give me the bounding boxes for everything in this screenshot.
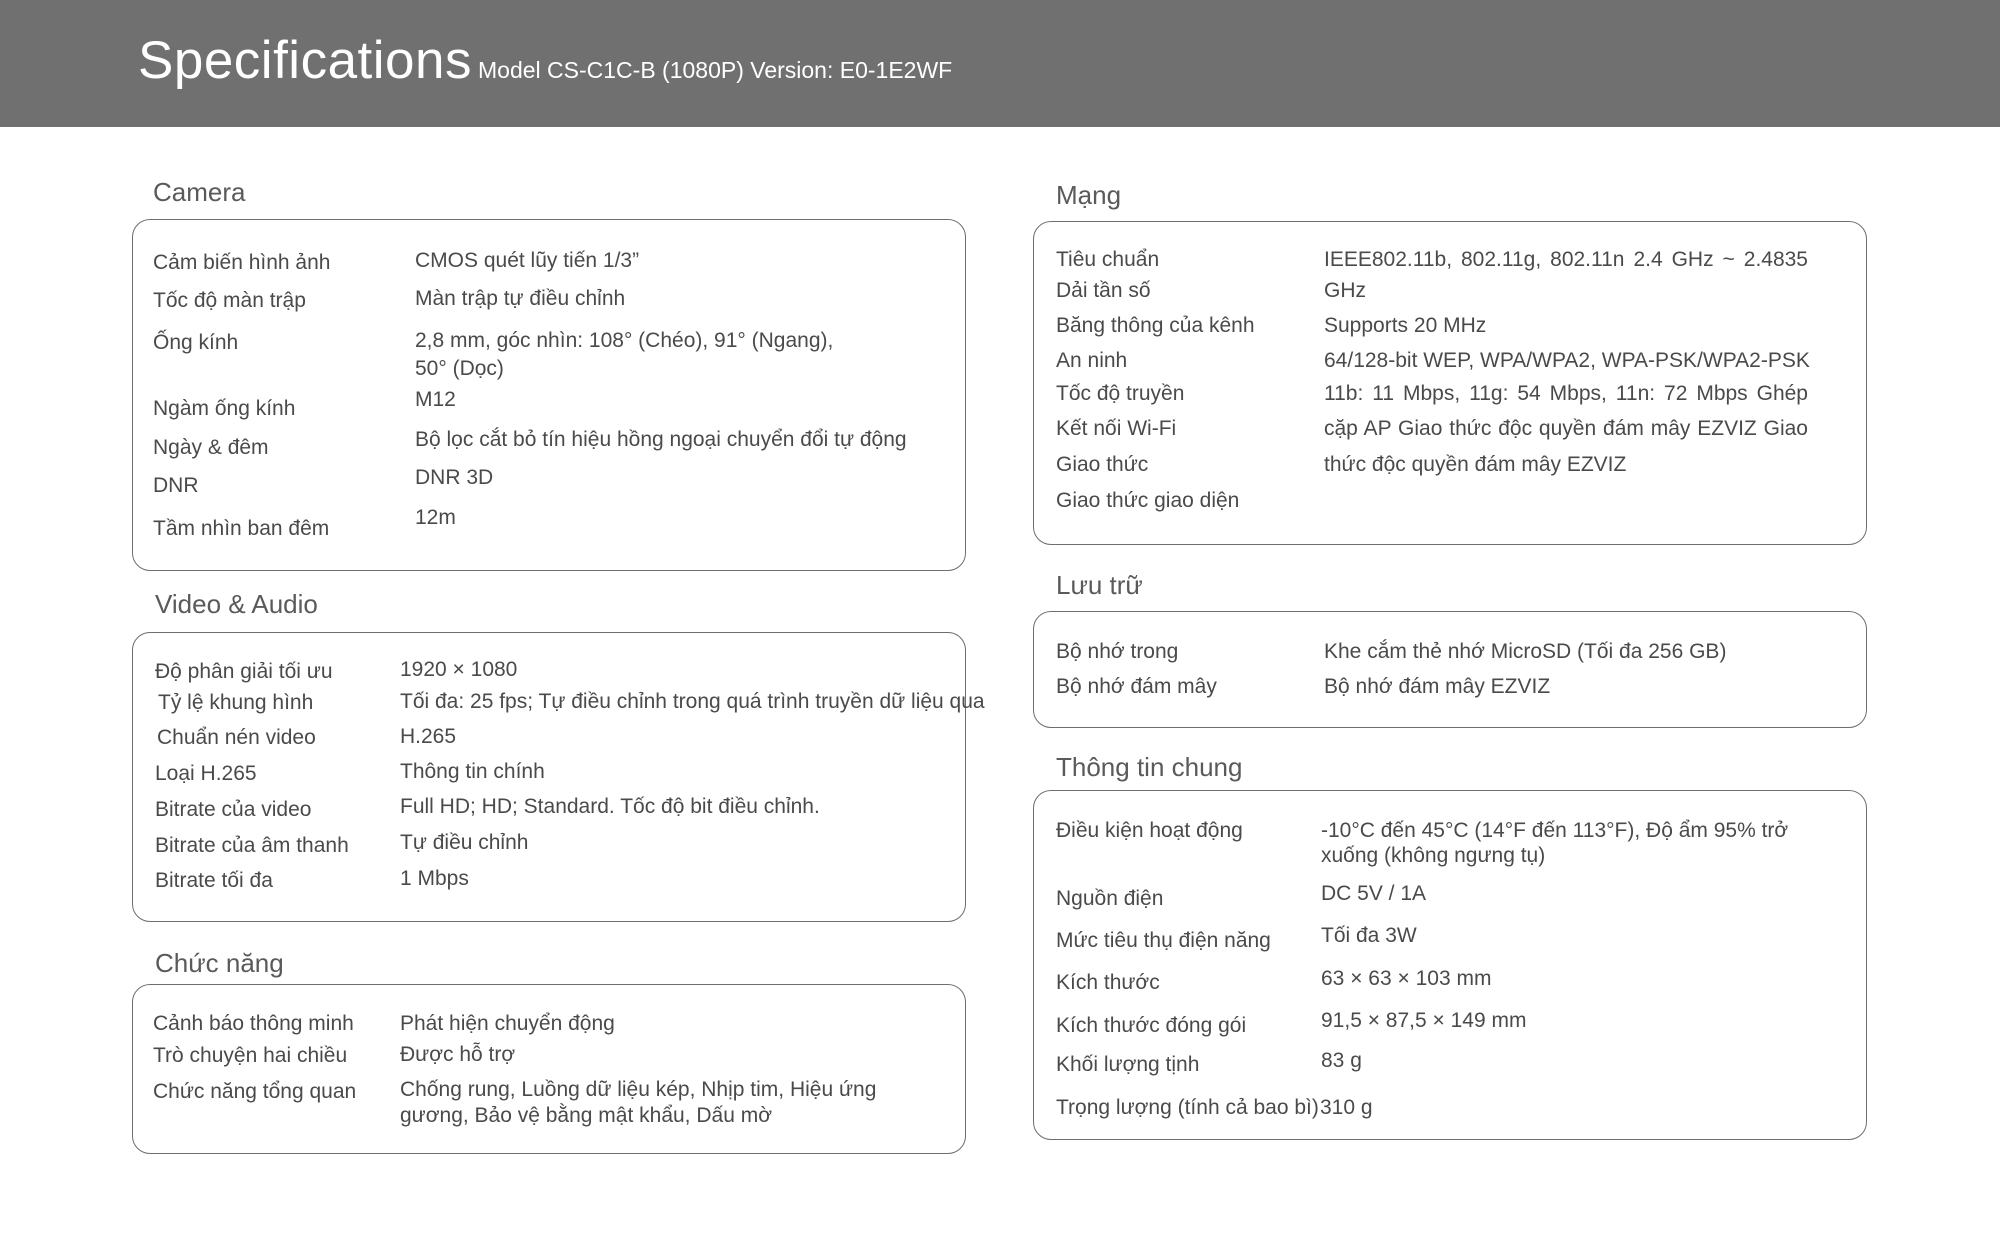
spec-label: Kích thước: [1056, 971, 1160, 994]
storage-spec-box: [1033, 611, 1867, 728]
spec-label: Chuẩn nén video: [157, 726, 316, 749]
spec-label: Kết nối Wi-Fi: [1056, 417, 1177, 440]
spec-value: 1 Mbps: [400, 867, 469, 890]
spec-value: Supports 20 MHz: [1324, 314, 1487, 337]
spec-value: Màn trập tự điều chỉnh: [415, 287, 626, 310]
spec-label: Tốc độ màn trập: [153, 289, 306, 312]
spec-value: Khe cắm thẻ nhớ MicroSD (Tối đa 256 GB): [1324, 640, 1727, 663]
spec-label: Cảnh báo thông minh: [153, 1012, 354, 1035]
section-title-network: Mạng: [1056, 180, 1122, 210]
spec-value: 1920 × 1080: [400, 658, 518, 681]
spec-value: DNR 3D: [415, 466, 494, 489]
spec-label: Trò chuyện hai chiều: [153, 1044, 348, 1067]
spec-value: -10°C đến 45°C (14°F đến 113°F), Độ ẩm 95% trở: [1321, 819, 1789, 842]
spec-label: Ngày & đêm: [153, 436, 269, 459]
spec-value: Được hỗ trợ: [400, 1043, 516, 1066]
spec-value: M12: [415, 388, 456, 411]
spec-value: H.265: [400, 725, 457, 748]
spec-value: Tối đa: 25 fps; Tự điều chỉnh trong quá trình truyền dữ liệu qua: [400, 690, 985, 713]
spec-value: 63 × 63 × 103 mm: [1321, 967, 1492, 990]
spec-label: Bộ nhớ đám mây: [1056, 675, 1217, 698]
spec-label: Bitrate tối đa: [155, 869, 273, 892]
spec-label: Ống kính: [153, 331, 239, 354]
spec-label: Độ phân giải tối ưu: [155, 660, 333, 683]
spec-label: Mức tiêu thụ điện năng: [1056, 929, 1271, 952]
spec-value: IEEE802.11b, 802.11g, 802.11n 2.4 GHz ~ 2.4835: [1324, 248, 1808, 271]
spec-label: Ngàm ống kính: [153, 397, 296, 420]
spec-value: Chống rung, Luồng dữ liệu kép, Nhịp tim, Hiệu ứng: [400, 1078, 877, 1101]
section-title-camera: Camera: [153, 177, 246, 207]
spec-value: thức độc quyền đám mây EZVIZ: [1324, 453, 1627, 476]
spec-label: Nguồn điện: [1056, 887, 1164, 910]
section-title-features: Chức năng: [155, 948, 284, 978]
section-title-general: Thông tin chung: [1056, 752, 1243, 782]
spec-label: Tầm nhìn ban đêm: [153, 517, 330, 540]
page-title: Specifications: [138, 31, 473, 90]
spec-label: Bitrate của video: [155, 798, 312, 821]
spec-value: CMOS quét lũy tiến 1/3”: [415, 249, 640, 272]
spec-value: 64/128-bit WEP, WPA/WPA2, WPA-PSK/WPA2-PSK: [1324, 349, 1810, 372]
spec-value: 83 g: [1321, 1049, 1362, 1072]
spec-value: Tự điều chỉnh: [400, 831, 529, 854]
spec-label: Kích thước đóng gói: [1056, 1014, 1247, 1037]
spec-label: Loại H.265: [155, 762, 257, 785]
spec-label: Bộ nhớ trong: [1056, 640, 1179, 663]
spec-value: Full HD; HD; Standard. Tốc độ bit điều chỉnh.: [400, 795, 820, 818]
spec-value: xuống (không ngưng tụ): [1321, 844, 1546, 867]
spec-label: Khối lượng tịnh: [1056, 1053, 1200, 1076]
spec-label: Tiêu chuẩn: [1056, 248, 1160, 271]
spec-label: Băng thông của kênh: [1056, 314, 1255, 337]
spec-value: 12m: [415, 506, 456, 529]
spec-label: DNR: [153, 474, 199, 497]
spec-label: Trọng lượng (tính cả bao bì): [1056, 1096, 1319, 1119]
spec-label: Chức năng tổng quan: [153, 1080, 357, 1103]
spec-value: cặp AP Giao thức độc quyền đám mây EZVIZ Giao: [1324, 417, 1808, 440]
spec-value: GHz: [1324, 279, 1366, 302]
spec-label: Cảm biến hình ảnh: [153, 251, 331, 274]
spec-value: 91,5 × 87,5 × 149 mm: [1321, 1009, 1527, 1032]
spec-label: Bitrate của âm thanh: [155, 834, 349, 857]
spec-value: gương, Bảo vệ bằng mật khẩu, Dấu mờ: [400, 1104, 772, 1127]
spec-label: Tốc độ truyền: [1056, 382, 1185, 405]
section-title-video-audio: Video & Audio: [155, 589, 318, 619]
spec-value: Tối đa 3W: [1321, 924, 1417, 947]
header-bar: [0, 0, 2000, 127]
spec-value: 50° (Dọc): [415, 357, 504, 380]
spec-label: Giao thức giao diện: [1056, 489, 1240, 512]
spec-label: Dải tần số: [1056, 279, 1151, 302]
spec-label: Giao thức: [1056, 453, 1149, 476]
spec-value: Bộ nhớ đám mây EZVIZ: [1324, 675, 1551, 698]
spec-value: 2,8 mm, góc nhìn: 108° (Chéo), 91° (Ngang),: [415, 329, 834, 352]
spec-value: 11b: 11 Mbps, 11g: 54 Mbps, 11n: 72 Mbps Ghép: [1324, 382, 1808, 405]
section-title-storage: Lưu trữ: [1056, 570, 1143, 600]
spec-label: Tỷ lệ khung hình: [158, 691, 314, 714]
spec-value: 310 g: [1320, 1096, 1373, 1119]
spec-value: Bộ lọc cắt bỏ tín hiệu hồng ngoại chuyển đổi tự động: [415, 428, 907, 451]
model-version-subtitle: Model CS-C1C-B (1080P) Version: E0-1E2WF: [478, 57, 953, 83]
spec-label: An ninh: [1056, 349, 1128, 372]
spec-label: Điều kiện hoạt động: [1056, 819, 1243, 842]
spec-value: Phát hiện chuyển động: [400, 1012, 615, 1035]
spec-value: Thông tin chính: [400, 760, 545, 783]
spec-value: DC 5V / 1A: [1321, 882, 1427, 905]
